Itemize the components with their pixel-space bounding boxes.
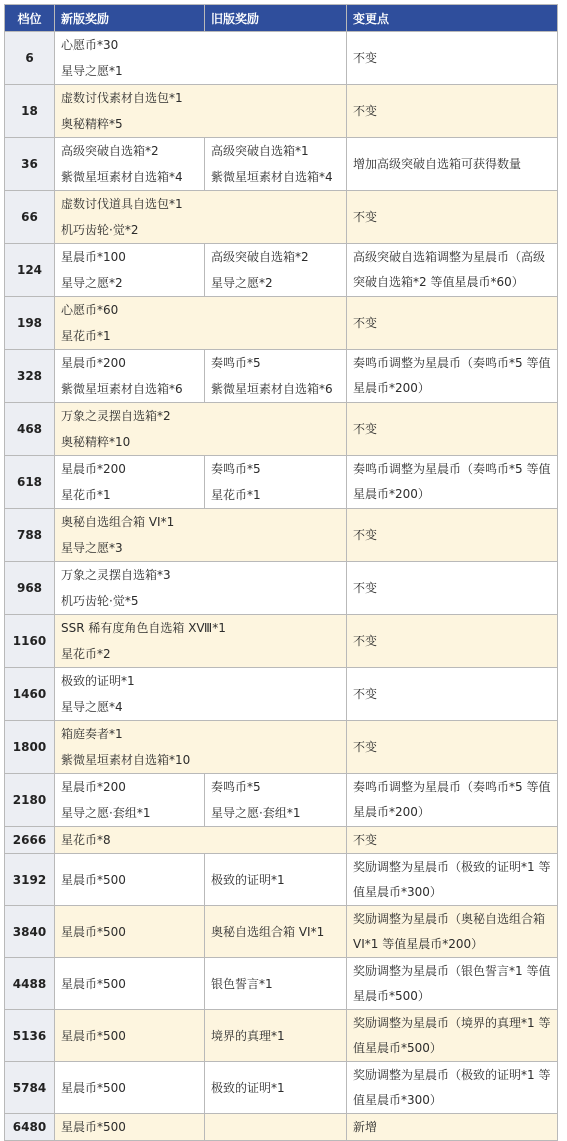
tier-cell: 788 xyxy=(5,509,55,562)
tier-cell: 4488 xyxy=(5,958,55,1010)
table-row xyxy=(5,906,558,958)
new-reward-cell xyxy=(55,1010,205,1062)
table-row xyxy=(5,509,558,562)
tier-cell: 1160 xyxy=(5,615,55,668)
old-reward-cell xyxy=(205,906,347,958)
tier-cell: 66 xyxy=(5,191,55,244)
new-reward-item: 虚数讨伐道具自选包*1 xyxy=(61,197,183,211)
header-new-reward: 新版奖励 xyxy=(55,5,205,32)
table-row xyxy=(5,138,558,191)
tier-cell: 36 xyxy=(5,138,55,191)
new-reward-cell xyxy=(55,906,205,958)
new-reward-item: 万象之灵摆自选箱*2 xyxy=(61,409,171,423)
old-reward-item: 紫微星垣素材自选箱*6 xyxy=(211,382,333,396)
table-row xyxy=(5,32,558,85)
new-reward-item: 星导之愿*3 xyxy=(61,541,123,555)
new-reward-cell xyxy=(55,1062,205,1114)
old-reward-item: 极致的证明*1 xyxy=(211,872,285,887)
change-text: 不变 xyxy=(353,580,378,595)
change-text: 不变 xyxy=(353,209,378,224)
tier-cell: 618 xyxy=(5,456,55,509)
new-reward-cell xyxy=(55,854,205,906)
tier-cell: 5784 xyxy=(5,1062,55,1114)
new-reward-item: 星导之愿*4 xyxy=(61,700,123,714)
table-header-row xyxy=(5,5,558,32)
table-row xyxy=(5,721,558,774)
change-cell xyxy=(347,562,558,615)
new-reward-cell xyxy=(55,32,347,85)
tier-cell: 468 xyxy=(5,403,55,456)
new-reward-item: 机巧齿轮·觉*5 xyxy=(61,594,139,608)
old-reward-item: 奏鸣币*5 xyxy=(211,780,261,794)
change-text: 不变 xyxy=(353,527,378,542)
new-reward-item: 星晨币*500 xyxy=(61,976,126,991)
change-text: 奖励调整为星晨币（境界的真理*1 等值星晨币*500） xyxy=(353,1015,551,1055)
tier-cell: 6 xyxy=(5,32,55,85)
table-row xyxy=(5,456,558,509)
header-old-reward: 旧版奖励 xyxy=(205,5,347,32)
change-cell xyxy=(347,721,558,774)
new-reward-item: 星导之愿*1 xyxy=(61,64,123,78)
table-row xyxy=(5,854,558,906)
tier-cell: 124 xyxy=(5,244,55,297)
old-reward-cell xyxy=(205,774,347,827)
new-reward-item: 星花币*1 xyxy=(61,329,111,343)
new-reward-item: 星花币*1 xyxy=(61,488,111,502)
table-row xyxy=(5,1062,558,1114)
change-text: 不变 xyxy=(353,633,378,648)
tier-cell: 198 xyxy=(5,297,55,350)
new-reward-item: SSR 稀有度角色自选箱 XⅧ*1 xyxy=(61,621,226,635)
change-cell xyxy=(347,456,558,509)
change-text: 奖励调整为星晨币（极致的证明*1 等值星晨币*300） xyxy=(353,859,551,899)
new-reward-item: 箱庭奏者*1 xyxy=(61,727,123,741)
change-text: 奏鸣币调整为星晨币（奏鸣币*5 等值星晨币*200） xyxy=(353,462,551,501)
old-reward-item: 奥秘自选组合箱 VI*1 xyxy=(211,924,325,939)
new-reward-cell xyxy=(55,138,205,191)
tier-cell: 2180 xyxy=(5,774,55,827)
table-row xyxy=(5,244,558,297)
old-reward-item: 奏鸣币*5 xyxy=(211,462,261,476)
table-row xyxy=(5,615,558,668)
change-text: 奖励调整为星晨币（银色誓言*1 等值星晨币*500） xyxy=(353,963,551,1003)
new-reward-cell xyxy=(55,191,347,244)
change-text: 不变 xyxy=(353,103,378,118)
new-reward-cell xyxy=(55,958,205,1010)
new-reward-item: 星导之愿*2 xyxy=(61,276,123,290)
new-reward-cell xyxy=(55,827,347,854)
tier-cell: 1800 xyxy=(5,721,55,774)
new-reward-item: 虚数讨伐素材自选包*1 xyxy=(61,91,183,105)
tier-cell: 18 xyxy=(5,85,55,138)
new-reward-cell xyxy=(55,244,205,297)
table-row xyxy=(5,85,558,138)
new-reward-item: 机巧齿轮·觉*2 xyxy=(61,223,139,237)
change-cell xyxy=(347,85,558,138)
old-reward-item: 紫微星垣素材自选箱*4 xyxy=(211,170,333,184)
change-text: 不变 xyxy=(353,421,378,436)
change-text: 不变 xyxy=(353,686,378,701)
change-cell xyxy=(347,958,558,1010)
tier-cell: 5136 xyxy=(5,1010,55,1062)
old-reward-cell xyxy=(205,958,347,1010)
new-reward-item: 紫微星垣素材自选箱*4 xyxy=(61,170,183,184)
tier-cell: 3840 xyxy=(5,906,55,958)
old-reward-item: 境界的真理*1 xyxy=(211,1028,285,1043)
old-reward-item: 星花币*1 xyxy=(211,488,261,502)
new-reward-item: 奥秘精粹*10 xyxy=(61,435,131,449)
old-reward-cell xyxy=(205,1010,347,1062)
new-reward-item: 星晨币*200 xyxy=(61,462,126,476)
change-text: 奏鸣币调整为星晨币（奏鸣币*5 等值星晨币*200） xyxy=(353,356,551,395)
new-reward-item: 高级突破自选箱*2 xyxy=(61,144,159,158)
table-row xyxy=(5,1114,558,1141)
new-reward-item: 奥秘精粹*5 xyxy=(61,117,123,131)
new-reward-cell xyxy=(55,721,347,774)
new-reward-item: 紫微星垣素材自选箱*10 xyxy=(61,753,191,767)
new-reward-item: 星花币*8 xyxy=(61,833,111,847)
change-cell xyxy=(347,509,558,562)
old-reward-cell xyxy=(205,1062,347,1114)
table-row xyxy=(5,774,558,827)
new-reward-cell xyxy=(55,615,347,668)
table-body xyxy=(5,32,558,1141)
new-reward-cell xyxy=(55,1114,205,1141)
new-reward-item: 星导之愿·套组*1 xyxy=(61,806,151,820)
change-text: 不变 xyxy=(353,739,378,754)
new-reward-cell xyxy=(55,456,205,509)
change-text: 高级突破自选箱调整为星晨币（高级突破自选箱*2 等值星晨币*60） xyxy=(353,250,546,289)
new-reward-item: 星晨币*500 xyxy=(61,1120,126,1134)
change-cell xyxy=(347,668,558,721)
change-cell xyxy=(347,827,558,854)
new-reward-cell xyxy=(55,562,347,615)
new-reward-item: 星晨币*100 xyxy=(61,250,126,264)
change-cell xyxy=(347,615,558,668)
new-reward-cell xyxy=(55,297,347,350)
change-text: 不变 xyxy=(353,315,378,330)
old-reward-item: 高级突破自选箱*2 xyxy=(211,250,309,264)
table-row xyxy=(5,350,558,403)
old-reward-item: 星导之愿*2 xyxy=(211,276,273,290)
new-reward-item: 极致的证明*1 xyxy=(61,674,135,688)
new-reward-item: 心愿币*30 xyxy=(61,38,119,52)
change-text: 奏鸣币调整为星晨币（奏鸣币*5 等值星晨币*200） xyxy=(353,780,551,819)
change-cell xyxy=(347,350,558,403)
change-text: 奖励调整为星晨币（奥秘自选组合箱 VI*1 等值星晨币*200） xyxy=(353,911,546,951)
change-cell xyxy=(347,244,558,297)
change-text: 奖励调整为星晨币（极致的证明*1 等值星晨币*300） xyxy=(353,1067,551,1107)
change-text: 增加高级突破自选箱可获得数量 xyxy=(353,156,522,171)
new-reward-cell xyxy=(55,85,347,138)
new-reward-item: 星晨币*500 xyxy=(61,1028,126,1043)
new-reward-item: 星晨币*500 xyxy=(61,1080,126,1095)
table-row xyxy=(5,958,558,1010)
new-reward-item: 星晨币*500 xyxy=(61,924,126,939)
old-reward-cell xyxy=(205,350,347,403)
old-reward-cell xyxy=(205,244,347,297)
table-row xyxy=(5,562,558,615)
table-row xyxy=(5,827,558,854)
new-reward-item: 星晨币*200 xyxy=(61,780,126,794)
old-reward-item: 高级突破自选箱*1 xyxy=(211,144,309,158)
change-text: 新增 xyxy=(353,1119,378,1134)
table-row xyxy=(5,668,558,721)
change-cell xyxy=(347,297,558,350)
new-reward-item: 万象之灵摆自选箱*3 xyxy=(61,568,171,582)
change-cell xyxy=(347,1114,558,1141)
change-cell xyxy=(347,138,558,191)
change-cell xyxy=(347,1010,558,1062)
new-reward-cell xyxy=(55,509,347,562)
change-text: 不变 xyxy=(353,50,378,65)
reward-comparison-table xyxy=(4,4,558,1141)
old-reward-cell xyxy=(205,138,347,191)
new-reward-cell xyxy=(55,668,347,721)
new-reward-item: 心愿币*60 xyxy=(61,303,119,317)
new-reward-cell xyxy=(55,774,205,827)
new-reward-item: 奥秘自选组合箱 VI*1 xyxy=(61,515,175,529)
change-cell xyxy=(347,32,558,85)
tier-cell: 328 xyxy=(5,350,55,403)
header-tier: 档位 xyxy=(5,5,55,32)
old-reward-item: 银色誓言*1 xyxy=(211,976,273,991)
change-text: 不变 xyxy=(353,832,378,847)
old-reward-cell xyxy=(205,1114,347,1141)
header-change: 变更点 xyxy=(347,5,558,32)
tier-cell: 2666 xyxy=(5,827,55,854)
change-cell xyxy=(347,906,558,958)
old-reward-cell xyxy=(205,854,347,906)
table-row xyxy=(5,1010,558,1062)
change-cell xyxy=(347,403,558,456)
old-reward-cell xyxy=(205,456,347,509)
new-reward-cell xyxy=(55,403,347,456)
tier-cell: 3192 xyxy=(5,854,55,906)
change-cell xyxy=(347,854,558,906)
table-row xyxy=(5,297,558,350)
table-row xyxy=(5,191,558,244)
old-reward-item: 奏鸣币*5 xyxy=(211,356,261,370)
change-cell xyxy=(347,774,558,827)
new-reward-item: 星晨币*500 xyxy=(61,872,126,887)
tier-cell: 1460 xyxy=(5,668,55,721)
tier-cell: 6480 xyxy=(5,1114,55,1141)
change-cell xyxy=(347,1062,558,1114)
new-reward-item: 星晨币*200 xyxy=(61,356,126,370)
tier-cell: 968 xyxy=(5,562,55,615)
table-row xyxy=(5,403,558,456)
new-reward-item: 星花币*2 xyxy=(61,647,111,661)
old-reward-item: 极致的证明*1 xyxy=(211,1080,285,1095)
new-reward-item: 紫微星垣素材自选箱*6 xyxy=(61,382,183,396)
old-reward-item: 星导之愿·套组*1 xyxy=(211,806,301,820)
new-reward-cell xyxy=(55,350,205,403)
change-cell xyxy=(347,191,558,244)
